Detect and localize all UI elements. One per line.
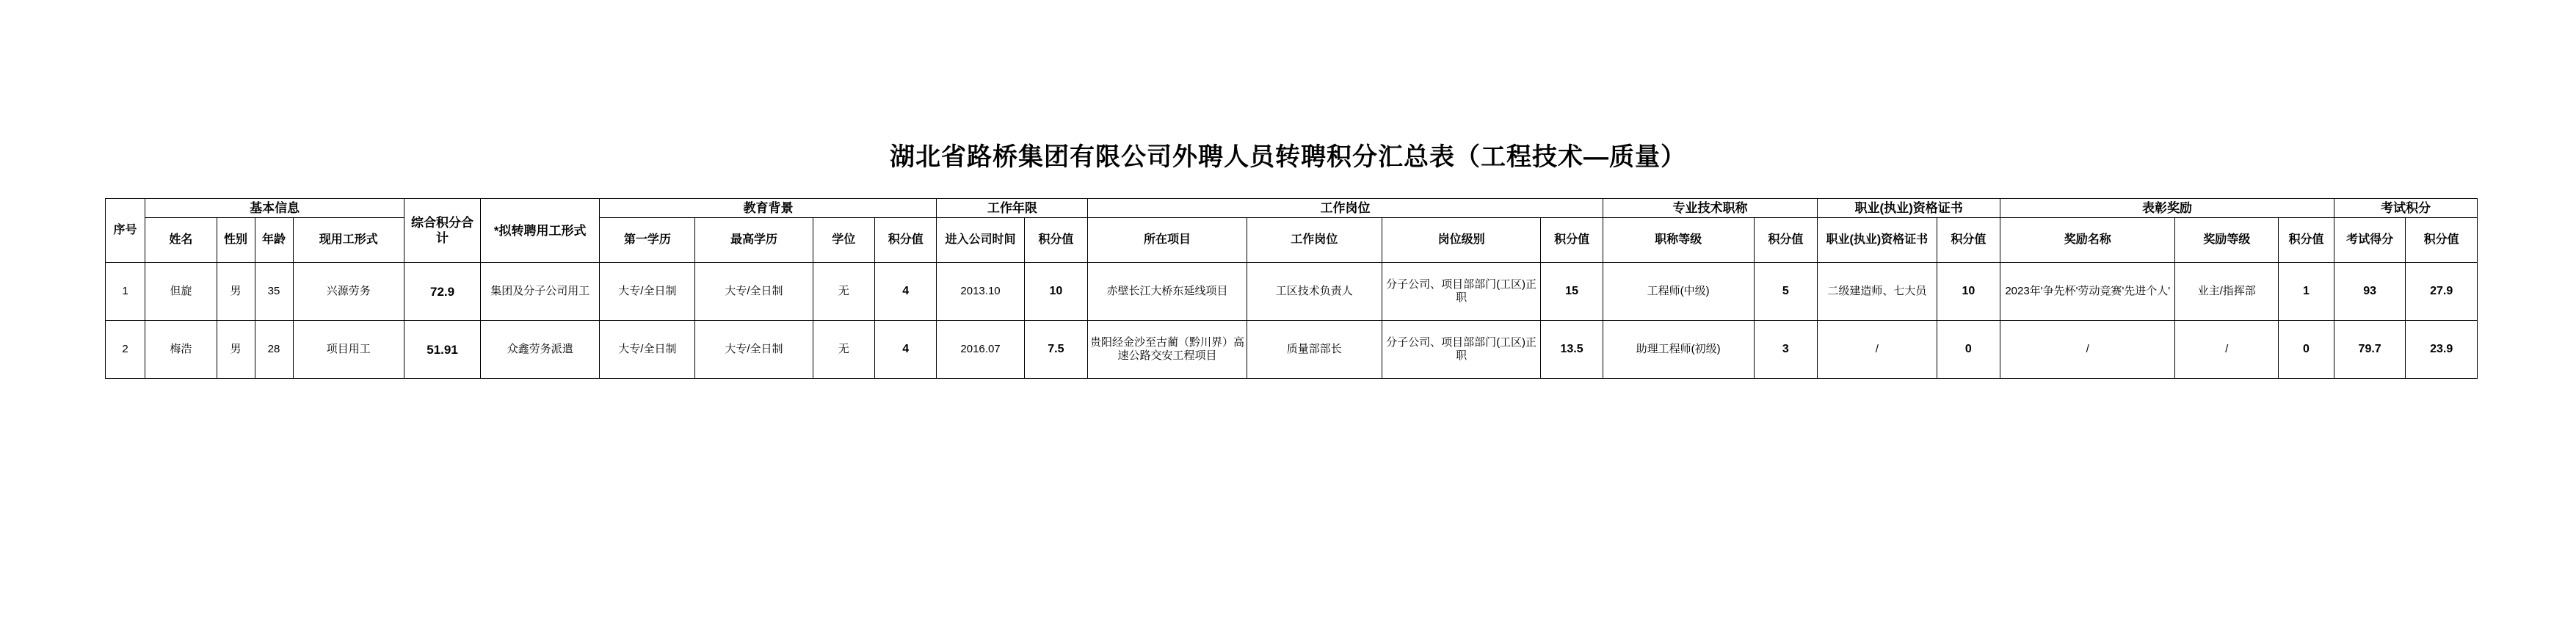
col-header-award-name: 奖励名称 <box>2000 218 2175 263</box>
col-header-exam-result: 考试得分 <box>2334 218 2405 263</box>
col-header-basic-info: 基本信息 <box>145 199 404 218</box>
cell-exam-result: 79.7 <box>2334 321 2405 379</box>
cell-total-score: 72.9 <box>404 263 481 321</box>
cell-name: 梅浩 <box>145 321 217 379</box>
cell-project: 贵阳经金沙至古蔺（黔川界）高速公路交安工程项目 <box>1088 321 1247 379</box>
cell-exam-points: 27.9 <box>2406 263 2478 321</box>
cell-degree: 无 <box>813 321 874 379</box>
page-title: 湖北省路桥集团有限公司外聘人员转聘积分汇总表（工程技术—质量） <box>890 143 1686 171</box>
col-header-name: 姓名 <box>145 218 217 263</box>
cell-post: 质量部部长 <box>1247 321 1382 379</box>
table-row <box>106 321 2478 379</box>
col-header-highest-degree: 最高学历 <box>695 218 813 263</box>
cell-cert-points: 0 <box>1937 321 2000 379</box>
cell-award-level: / <box>2175 321 2279 379</box>
col-header-age: 年龄 <box>255 218 293 263</box>
col-header-degree: 学位 <box>813 218 874 263</box>
col-header-current-employment: 现用工形式 <box>293 218 404 263</box>
cell-post: 工区技术负责人 <box>1247 263 1382 321</box>
cell-intended-employment: 集团及分子公司用工 <box>481 263 600 321</box>
col-header-exam-score: 考试积分 <box>2334 199 2477 218</box>
col-header-title-level: 职称等级 <box>1603 218 1754 263</box>
cell-entry-date: 2013.10 <box>937 263 1024 321</box>
col-header-entry-date: 进入公司时间 <box>937 218 1024 263</box>
col-header-seq: 序号 <box>106 199 145 263</box>
col-header-years-points: 积分值 <box>1024 218 1088 263</box>
cell-post-level: 分子公司、项目部部门(工区)正职 <box>1382 263 1541 321</box>
cell-seq: 2 <box>106 321 145 379</box>
col-header-education: 教育背景 <box>600 199 937 218</box>
cell-cert-points: 10 <box>1937 263 2000 321</box>
cell-title-level: 工程师(中级) <box>1603 263 1754 321</box>
cell-total-score: 51.91 <box>404 321 481 379</box>
col-header-gender: 性别 <box>217 218 255 263</box>
col-header-exam-points: 积分值 <box>2406 218 2478 263</box>
cell-entry-date: 2016.07 <box>937 321 1024 379</box>
cell-post-points: 15 <box>1541 263 1603 321</box>
col-header-work-years: 工作年限 <box>937 199 1088 218</box>
cell-edu-points: 4 <box>875 263 937 321</box>
cell-current-employment: 兴源劳务 <box>293 263 404 321</box>
col-header-post: 工作岗位 <box>1247 218 1382 263</box>
col-header-first-degree: 第一学历 <box>600 218 695 263</box>
score-table-container <box>105 198 2478 379</box>
cell-highest-degree: 大专/全日制 <box>695 263 813 321</box>
cell-gender: 男 <box>217 321 255 379</box>
cell-current-employment: 项目用工 <box>293 321 404 379</box>
col-header-awards: 表彰奖励 <box>2000 199 2334 218</box>
cell-degree: 无 <box>813 263 874 321</box>
cell-project: 赤壁长江大桥东延线项目 <box>1088 263 1247 321</box>
cell-exam-points: 23.9 <box>2406 321 2478 379</box>
cell-seq: 1 <box>106 263 145 321</box>
col-header-cert-points: 积分值 <box>1937 218 2000 263</box>
cell-first-degree: 大专/全日制 <box>600 321 695 379</box>
col-header-post-points: 积分值 <box>1541 218 1603 263</box>
cell-years-points: 10 <box>1024 263 1088 321</box>
col-header-post-level: 岗位级别 <box>1382 218 1541 263</box>
cell-first-degree: 大专/全日制 <box>600 263 695 321</box>
cell-title-points: 5 <box>1754 263 1818 321</box>
cell-cert-name: 二级建造师、七大员 <box>1818 263 1937 321</box>
cell-award-points: 0 <box>2279 321 2334 379</box>
table-row <box>106 263 2478 321</box>
cell-age: 28 <box>255 321 293 379</box>
cell-gender: 男 <box>217 263 255 321</box>
col-header-edu-points: 积分值 <box>875 218 937 263</box>
cell-intended-employment: 众鑫劳务派遣 <box>481 321 600 379</box>
col-header-award-points: 积分值 <box>2279 218 2334 263</box>
col-header-project: 所在项目 <box>1088 218 1247 263</box>
cell-years-points: 7.5 <box>1024 321 1088 379</box>
cell-award-points: 1 <box>2279 263 2334 321</box>
col-header-qualification-cert: 职业(执业)资格证书 <box>1818 199 2000 218</box>
cell-edu-points: 4 <box>875 321 937 379</box>
score-table <box>105 198 2478 379</box>
cell-name: 但旋 <box>145 263 217 321</box>
cell-exam-result: 93 <box>2334 263 2405 321</box>
cell-award-level: 业主/指挥部 <box>2175 263 2279 321</box>
cell-title-level: 助理工程师(初级) <box>1603 321 1754 379</box>
cell-cert-name: / <box>1818 321 1937 379</box>
cell-award-name: / <box>2000 321 2175 379</box>
cell-award-name: 2023年'争先杯'劳动竞赛'先进个人' <box>2000 263 2175 321</box>
cell-post-level: 分子公司、项目部部门(工区)正职 <box>1382 321 1541 379</box>
cell-title-points: 3 <box>1754 321 1818 379</box>
col-header-cert-name: 职业(执业)资格证书 <box>1818 218 1937 263</box>
col-header-total-score: 综合积分合计 <box>404 199 481 263</box>
col-header-title-points: 积分值 <box>1754 218 1818 263</box>
cell-highest-degree: 大专/全日制 <box>695 321 813 379</box>
col-header-work-post: 工作岗位 <box>1088 199 1603 218</box>
cell-post-points: 13.5 <box>1541 321 1603 379</box>
col-header-professional-title: 专业技术职称 <box>1603 199 1817 218</box>
col-header-award-level: 奖励等级 <box>2175 218 2279 263</box>
cell-age: 35 <box>255 263 293 321</box>
col-header-intended-employment: *拟转聘用工形式 <box>481 199 600 263</box>
